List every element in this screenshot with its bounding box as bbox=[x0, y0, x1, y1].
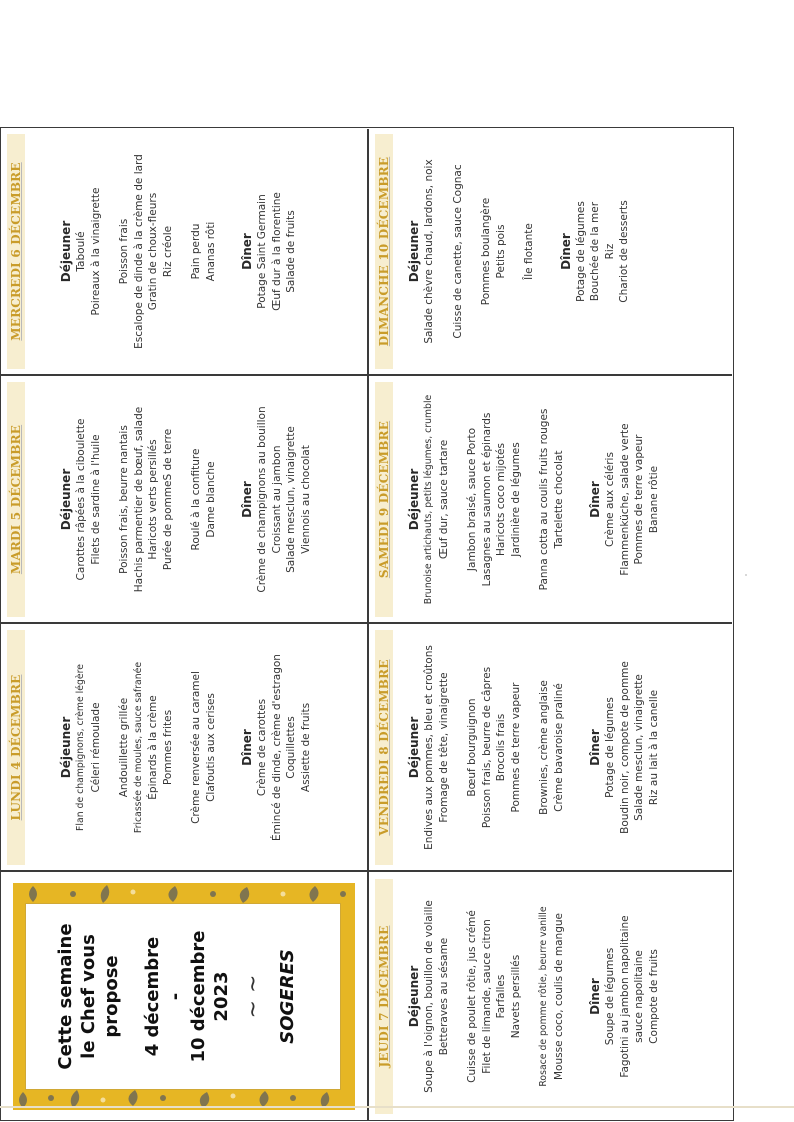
dish-item: Navets persillés bbox=[509, 954, 522, 1039]
dish-item: Escalope de dinde à la crème de lard bbox=[132, 154, 145, 349]
card-date-dash: - bbox=[165, 992, 186, 1001]
dinner-label: Dîner bbox=[240, 233, 254, 270]
dish-item: Crème de carottes bbox=[256, 698, 268, 797]
dish-item: Clafoutis aux cerises bbox=[204, 693, 217, 802]
dish-item: Brunoise artichauts, petits légumes, crumble bbox=[423, 394, 434, 605]
dish-item: Soupe à l'oignon, bouillon de volaille bbox=[423, 900, 435, 1093]
dish-item: Épinards à la crème bbox=[147, 695, 159, 800]
dish-item: Crème de champignons au bouillon bbox=[256, 406, 268, 593]
dinner-label: Dîner bbox=[558, 233, 573, 270]
lunch-label: Déjeuner bbox=[59, 468, 73, 531]
card-title-line: propose bbox=[101, 955, 122, 1038]
dish-item: Émincé de dinde, crème d'estragon bbox=[270, 654, 283, 841]
dish-item: Cuisse de canette, sauce Cognac bbox=[451, 164, 464, 339]
dish-item: Tartelette chocolat bbox=[552, 450, 565, 549]
dish-item: Rosace de pomme rôtie, beurre vanille bbox=[538, 906, 549, 1087]
dish-item: Poisson frais bbox=[118, 218, 130, 285]
chef-card-panel bbox=[25, 903, 341, 1090]
weekly-menu-table bbox=[0, 127, 734, 1121]
day-header: JEUDI 7 DÉCEMBRE bbox=[375, 879, 393, 1114]
dish-item: Poisson frais, beurre de câpres bbox=[480, 666, 493, 829]
dish-item: Salade chèvre chaud, lardons, noix bbox=[423, 159, 435, 344]
lunch-label: Déjeuner bbox=[59, 716, 73, 779]
dish-item: Dame blanche bbox=[204, 461, 217, 538]
day-header: DIMANCHE 10 DÉCEMBRE bbox=[375, 134, 393, 369]
lunch-label: Déjeuner bbox=[407, 468, 421, 531]
dish-item: Croissant au jambon bbox=[270, 445, 283, 554]
dish-item: Œuf dur, sauce tartare bbox=[437, 439, 450, 560]
dish-item: Salade de fruits bbox=[285, 210, 297, 293]
dish-item: Céleri rémoulade bbox=[89, 702, 102, 793]
day-cell-samedi bbox=[369, 376, 734, 623]
dish-item: Andouillette grillée bbox=[118, 697, 130, 798]
card-title-line: le Chef vous bbox=[78, 934, 99, 1059]
card-date-start: 4 décembre bbox=[142, 936, 163, 1057]
day-cell-mercredi bbox=[1, 128, 366, 375]
dish-item: Filet de limande, sauce citron bbox=[480, 919, 493, 1074]
card-tilde-ornament: ~ ~ bbox=[241, 974, 266, 1019]
lunch-label: Déjeuner bbox=[407, 965, 421, 1028]
day-header: SAMEDI 9 DÉCEMBRE bbox=[375, 382, 393, 617]
dish-item: Pommes frites bbox=[161, 709, 174, 786]
dish-item: Hachis parmentier de bœuf, salade bbox=[132, 406, 145, 593]
dish-item: Gratin de choux-fleurs bbox=[147, 192, 159, 311]
dish-item: Fromage de tête, vinaigrette bbox=[437, 672, 450, 823]
dish-item: Salade mesclun, vinaigrette bbox=[285, 426, 297, 573]
dish-item: Roulé à la confiture bbox=[190, 448, 202, 551]
chef-card-cell bbox=[1, 873, 366, 1120]
dinner-label: Dîner bbox=[240, 729, 254, 766]
dish-item: Crème aux céléris bbox=[604, 452, 616, 547]
dish-item: Taboulé bbox=[75, 231, 87, 272]
dish-item: Haricots verts persillés bbox=[147, 439, 159, 560]
dish-item: Panna cotta au coulis fruits rouges bbox=[538, 408, 550, 591]
dish-item: Coquillettes bbox=[285, 716, 297, 779]
dish-item: Assiette de fruits bbox=[299, 702, 312, 793]
dish-item: Jambon braisé, sauce Porto bbox=[466, 427, 478, 572]
dish-item: sauce napolitaine bbox=[633, 950, 645, 1043]
day-header: MERCREDI 6 DÉCEMBRE bbox=[7, 134, 25, 369]
dish-item: Petits pois bbox=[494, 224, 507, 279]
dish-item: Cuisse de poulet rôtie, jus crémé bbox=[466, 910, 478, 1083]
dish-item: Betteraves au sésame bbox=[437, 937, 450, 1056]
dish-item: Salade mesclun, vinaigrette bbox=[633, 674, 645, 821]
dish-item: Pommes de terre vapeur bbox=[633, 434, 645, 565]
dish-item: Carottes râpées à la ciboulette bbox=[75, 418, 87, 581]
dinner-label: Dîner bbox=[588, 729, 602, 766]
dish-item: Chariot de desserts bbox=[618, 200, 630, 303]
card-date-end: 10 décembre 2023 bbox=[188, 930, 232, 1063]
dish-item: Lasagnes au saumon et épinards bbox=[480, 412, 493, 587]
dish-item: Endives aux pommes, bleu et croûtons bbox=[423, 645, 435, 850]
dish-item: Potage de légumes bbox=[604, 697, 616, 798]
footer-rule bbox=[0, 1106, 794, 1108]
day-header: VENDREDI 8 DÉCEMBRE bbox=[375, 630, 393, 865]
dish-item: Jardinière de légumes bbox=[509, 442, 522, 557]
lunch-label: Déjeuner bbox=[407, 220, 421, 283]
lunch-label: Déjeuner bbox=[407, 716, 421, 779]
dish-item: Mousse coco, coulis de mangue bbox=[552, 913, 565, 1081]
dish-item: Flammenküche, salade verte bbox=[618, 423, 631, 576]
dinner-label: Dîner bbox=[588, 978, 602, 1015]
chef-card bbox=[13, 883, 355, 1110]
dish-item: Riz créole bbox=[161, 225, 174, 278]
dinner-label: Dîner bbox=[240, 481, 254, 518]
day-cell-dimanche bbox=[369, 128, 734, 375]
lunch-label: Déjeuner bbox=[59, 220, 73, 283]
dish-item: Pommes boulangère bbox=[480, 197, 492, 306]
card-brand: SOGERES bbox=[277, 949, 298, 1044]
dish-item: Filets de sardine à l'huile bbox=[89, 434, 102, 565]
dish-item: Île flotante bbox=[523, 223, 535, 280]
dish-item: Riz au lait à la canelle bbox=[647, 689, 660, 806]
day-header: MARDI 5 DÉCEMBRE bbox=[7, 382, 25, 617]
dish-item: Bœuf bourguignon bbox=[466, 698, 478, 797]
dish-item: Ananas rôti bbox=[204, 221, 217, 282]
scan-speck bbox=[745, 574, 747, 576]
dish-item: Banane rôtie bbox=[647, 465, 660, 534]
dish-item: Œuf dur à la florentine bbox=[270, 192, 283, 311]
dish-item: Soupe de légumes bbox=[604, 947, 616, 1046]
dish-item: Viennois au chocolat bbox=[299, 445, 312, 554]
dish-item: Bouchée de la mer bbox=[589, 201, 601, 302]
day-cell-jeudi bbox=[369, 873, 734, 1120]
dish-item: Haricots coco mijotés bbox=[495, 443, 507, 556]
dish-item: Poireaux à la vinaigrette bbox=[89, 187, 102, 316]
card-title-line: Cette semaine bbox=[55, 923, 76, 1070]
day-cell-lundi bbox=[1, 624, 366, 871]
dish-item: Purée de pommeS de terre bbox=[161, 428, 174, 571]
dish-item: Fricassée de moules, sauce safranée bbox=[132, 661, 144, 834]
day-cell-vendredi bbox=[369, 624, 734, 871]
day-header: LUNDI 4 DÉCEMBRE bbox=[7, 630, 25, 865]
dish-item: Flan de champignons, crème légère bbox=[75, 664, 86, 831]
dish-item: Brocolis frais bbox=[495, 713, 507, 782]
dish-item: Compote de fruits bbox=[647, 949, 660, 1044]
dish-item: Fagotini au jambon napolitaine bbox=[618, 915, 631, 1078]
dish-item: Potage de légumes bbox=[574, 201, 587, 302]
dish-item: Pommes de terre vapeur bbox=[509, 682, 522, 813]
dinner-label: Dîner bbox=[588, 481, 602, 518]
dish-item: Boudin noir, compote de pomme bbox=[618, 661, 631, 834]
dish-item: Poisson frais, beurre nantais bbox=[118, 425, 130, 574]
dish-item: Crème bavaroise praliné bbox=[552, 683, 565, 812]
dish-item: Potage Saint Germain bbox=[256, 194, 268, 309]
dish-item: Crème renversée au caramel bbox=[190, 671, 202, 824]
dish-item: Farfalles bbox=[495, 974, 507, 1019]
dish-item: Pain perdu bbox=[190, 223, 202, 280]
day-cell-mardi bbox=[1, 376, 366, 623]
dish-item: Riz bbox=[603, 243, 616, 260]
dish-item: Brownies, crème anglaise bbox=[538, 680, 550, 815]
